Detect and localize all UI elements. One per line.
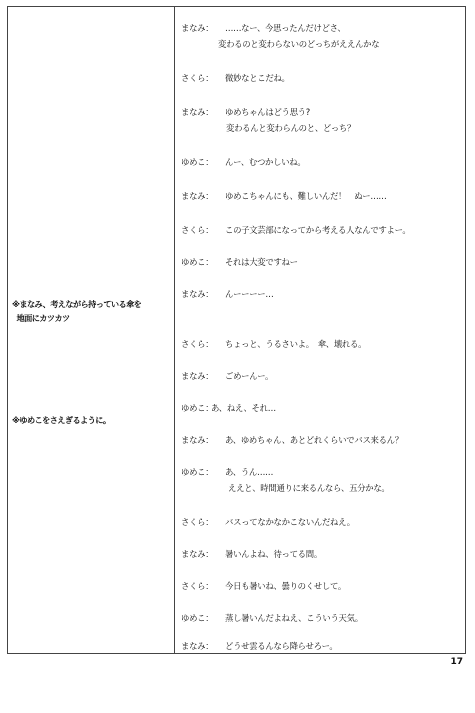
- dialogue-text: 蒸し暑いんだよねえ、こういう天気。: [225, 613, 363, 623]
- speaker-name: さくら：: [181, 517, 214, 527]
- dialogue-text: 微妙なとこだね。: [225, 73, 290, 83]
- stage-note-line: 地面にカツカツ: [16, 313, 70, 323]
- stage-note-line: ※ゆめこをさえぎるように。: [12, 415, 111, 425]
- dialogue-continuation: 変わるんと変わらんのと、どっち？: [226, 123, 356, 133]
- speaker-name: まなみ：: [181, 435, 214, 445]
- speaker-name: さくら：: [181, 581, 214, 591]
- stage-note: [12, 413, 110, 427]
- speaker-name: ゆめこ：: [181, 257, 214, 267]
- stage-note-line: ※まなみ、考えながら持っている傘を: [12, 299, 142, 309]
- column-divider: [174, 7, 175, 653]
- dialogue-line: [181, 21, 345, 35]
- speaker-name: まなみ：: [181, 107, 214, 117]
- dialogue-text: 暑いんよね、待ってる間。: [225, 549, 322, 559]
- dialogue-text: ゆめこちゃんにも、難しいんだ！ ぬー……: [225, 191, 387, 201]
- dialogue-line: [181, 611, 363, 625]
- speaker-name: まなみ：: [181, 289, 214, 299]
- speaker-name: まなみ：: [181, 371, 214, 381]
- dialogue-text: あ、うん……: [225, 467, 274, 477]
- dialogue-text: ……なー、今思ったんだけどさ、: [225, 23, 346, 33]
- dialogue-line: [181, 189, 387, 203]
- dialogue-line: [181, 465, 273, 479]
- dialogue-line: [181, 105, 310, 119]
- speaker-name: まなみ：: [181, 23, 214, 33]
- dialogue-text: んー、むつかしいね。: [225, 157, 306, 167]
- speaker-name: まなみ：: [181, 549, 214, 559]
- dialogue-line: [181, 255, 298, 269]
- speaker-name: ゆめこ：: [181, 157, 214, 167]
- page-number: 17: [450, 657, 463, 667]
- dialogue-continuation: ええと、時間通りに来るんなら、五分かな。: [228, 483, 390, 493]
- speaker-name: まなみ：: [181, 191, 214, 201]
- dialogue-text: どうせ雲るんなら降らせろー。: [225, 641, 338, 651]
- dialogue-line: [181, 515, 355, 529]
- speaker-name: さくら：: [181, 73, 214, 83]
- dialogue-text: んーーーー…: [225, 289, 274, 299]
- script-table: [7, 6, 466, 654]
- dialogue-line: [181, 369, 273, 383]
- speaker-name: ゆめこ：: [181, 467, 214, 477]
- dialogue-line: [181, 401, 276, 415]
- dialogue-text: バスってなかなかこないんだねえ。: [225, 517, 355, 527]
- speaker-name: ゆめこ：: [181, 403, 214, 413]
- dialogue-text: ごめーんー。: [225, 371, 274, 381]
- speaker-name: さくら：: [181, 339, 214, 349]
- dialogue-line: [181, 287, 273, 301]
- dialogue-line: [181, 639, 337, 653]
- dialogue-line: [181, 155, 305, 169]
- dialogue-text: この子文芸部になってから考える人なんですよー。: [225, 225, 411, 235]
- dialogue-text: 今日も暑いね、曇りのくせして。: [225, 581, 346, 591]
- dialogue-text: それは大変ですねー: [225, 257, 298, 267]
- dialogue-text: ゆめちゃんはどう思う?: [225, 107, 310, 117]
- dialogue-line: [181, 547, 322, 561]
- speaker-name: さくら：: [181, 225, 214, 235]
- dialogue-line: [181, 223, 410, 237]
- dialogue-line: [181, 337, 366, 351]
- dialogue-line: [181, 71, 290, 85]
- dialogue-text: ちょっと、うるさいよ。 傘、壊れる。: [225, 339, 367, 349]
- dialogue-line: [181, 579, 346, 593]
- speaker-name: ゆめこ：: [181, 613, 214, 623]
- dialogue-text: あ、ねえ、それ…: [211, 403, 276, 413]
- dialogue-line: [181, 433, 403, 447]
- dialogue-text: あ、ゆめちゃん、あとどれくらいでバス来るん？: [225, 435, 403, 445]
- speaker-name: まなみ：: [181, 641, 214, 651]
- dialogue-continuation: 変わるのと変わらないのどっちがええんかな: [218, 39, 380, 49]
- stage-note: [12, 297, 141, 325]
